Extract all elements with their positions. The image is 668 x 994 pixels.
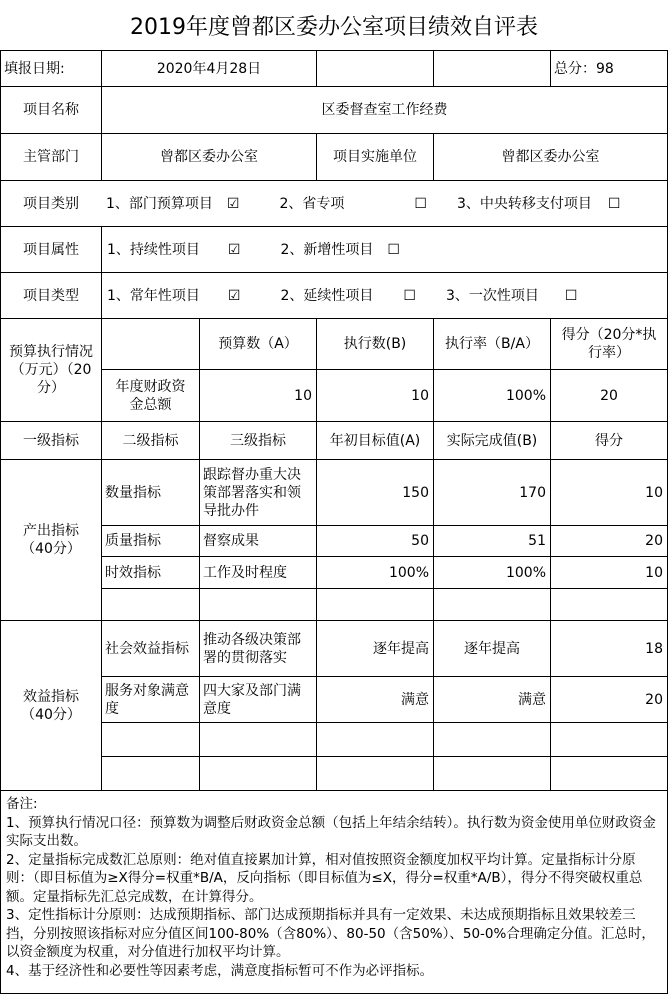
col-exec: 执行数(B)	[316, 318, 434, 370]
category-label: 项目类别	[0, 180, 102, 227]
output-row-level3: 工作及时程度	[199, 556, 317, 589]
benefit-row-actual: 逐年提高	[433, 620, 551, 677]
empty-cell	[550, 588, 668, 621]
exec-value: 10	[316, 369, 434, 422]
budget-value: 10	[199, 369, 317, 422]
output-row-target: 150	[316, 459, 434, 526]
fill-date-value: 2020年4月28日	[101, 50, 317, 87]
score-header: 得分	[550, 421, 668, 460]
type-label: 项目类型	[0, 272, 102, 319]
output-row-actual: 51	[433, 525, 551, 557]
benefit-row-level3: 四大家及部门满意度	[199, 676, 317, 723]
total-score: 总分：98	[550, 50, 668, 87]
empty-cell	[101, 756, 200, 791]
empty-cell	[433, 588, 551, 621]
empty-cell	[101, 318, 200, 370]
project-name-label: 项目名称	[0, 86, 102, 134]
note-item: 1、预算执行情况口径：预算数为调整后财政资金总额（包括上年结余结转）。执行数为资金使用单位财政资金实际支出数。	[6, 814, 656, 849]
type-opt1: 1、常年性项目	[107, 287, 200, 304]
benefit-row-level2: 社会效益指标	[101, 620, 200, 677]
output-row-score: 10	[550, 459, 668, 526]
dept-value: 曾都区委办公室	[101, 133, 317, 181]
category-options	[101, 180, 668, 227]
output-row-score: 10	[550, 556, 668, 589]
empty-cell	[101, 722, 200, 757]
empty-cell	[316, 722, 434, 757]
output-row-level3: 督察成果	[199, 525, 317, 557]
attribute-label: 项目属性	[0, 226, 102, 273]
category-opt3: 3、中央转移支付项目	[456, 195, 592, 212]
benefit-row-actual: 满意	[433, 676, 551, 723]
empty-cell	[199, 722, 317, 757]
benefit-row-level2: 服务对象满意度	[101, 676, 200, 723]
score-value: 20	[550, 369, 668, 422]
attribute-options	[101, 226, 668, 273]
output-row-level2: 数量指标	[101, 459, 200, 526]
benefit-row-target: 满意	[316, 676, 434, 723]
checkbox-empty-icon[interactable]: ☐	[403, 287, 416, 304]
category-opt2: 2、省专项	[279, 195, 345, 212]
output-row-level3: 跟踪督办重大决策部署落实和领导批办件	[199, 459, 317, 526]
empty-cell	[433, 756, 551, 791]
empty-cell	[101, 588, 200, 621]
level2-header: 二级指标	[101, 421, 200, 460]
empty-cell	[316, 756, 434, 791]
empty-cell	[199, 756, 317, 791]
type-opt3: 3、一次性项目	[445, 287, 539, 304]
type-options	[101, 272, 668, 319]
attribute-opt1: 1、持续性项目	[107, 241, 200, 258]
empty-cell	[433, 50, 551, 87]
note-item: 4、基于经济性和必要性等因素考虑，满意度指标暂可不作为必评指标。	[6, 962, 434, 979]
checkbox-checked-icon[interactable]: ☑	[227, 287, 241, 304]
notes-title: 备注:	[6, 796, 38, 812]
benefit-label: 效益指标（40分）	[0, 620, 102, 791]
benefit-row-level3: 推动各级决策部署的贯彻落实	[199, 620, 317, 677]
output-row-level2: 时效指标	[101, 556, 200, 589]
category-opt1: 1、部门预算项目	[106, 195, 213, 212]
output-row-target: 100%	[316, 556, 434, 589]
benefit-row-target: 逐年提高	[316, 620, 434, 677]
attribute-opt2: 2、新增性项目	[280, 241, 374, 258]
actual-header: 实际完成值(B)	[433, 421, 551, 460]
col-score: 得分（20分*执行率）	[550, 318, 668, 370]
empty-cell	[550, 722, 668, 757]
dept-label: 主管部门	[0, 133, 102, 181]
empty-cell	[316, 588, 434, 621]
checkbox-checked-icon[interactable]: ☑	[227, 241, 241, 258]
output-row-target: 50	[316, 525, 434, 557]
output-row-actual: 100%	[433, 556, 551, 589]
note-item: 3、定性指标计分原则：达成预期指标、部门达成预期指标并具有一定效果、未达成预期指标且效果较差三挡，分别按照该指标对应分值区间100-80%（含80%）、80-50（含50%）、50-0%合理确定分值。汇总时，以资金额度为权重，对分值进行加权平均计算。	[6, 907, 655, 960]
output-row-score: 20	[550, 525, 668, 557]
budget-label: 预算执行情况（万元）（20分）	[0, 318, 102, 422]
project-name-value: 区委督查室工作经费	[101, 86, 668, 134]
checkbox-empty-icon[interactable]: ☐	[414, 195, 427, 212]
checkbox-empty-icon[interactable]: ☐	[607, 195, 621, 212]
benefit-row-score: 18	[550, 620, 668, 677]
budget-row-label: 年度财政资金总额	[101, 369, 200, 422]
target-header: 年初目标值(A)	[316, 421, 434, 460]
impl-value: 曾都区委办公室	[433, 133, 668, 181]
page-title: 2019年度曾都区委办公室项目绩效自评表	[130, 14, 538, 40]
output-label: 产出指标（40分）	[0, 459, 102, 621]
empty-cell	[433, 722, 551, 757]
empty-cell	[550, 756, 668, 791]
col-rate: 执行率（B/A）	[433, 318, 551, 370]
note-item: 2、定量指标完成数汇总原则：绝对值直接累加计算，相对值按照资金额度加权平均计算。定量指标计分原则：（即目标值为≥X得分=权重*B/A，反向指标（即目标值为≤X，得分=权重*A/B），得分不得突破权重总额。定量指标先汇总完成数，在计算得分。	[6, 851, 643, 905]
output-row-level2: 质量指标	[101, 525, 200, 557]
rate-value: 100%	[433, 369, 551, 422]
checkbox-checked-icon[interactable]: ☑	[226, 195, 240, 212]
impl-label: 项目实施单位	[316, 133, 434, 181]
benefit-row-score: 20	[550, 676, 668, 723]
notes-section	[0, 790, 668, 994]
checkbox-empty-icon[interactable]: ☐	[387, 241, 400, 258]
output-row-actual: 170	[433, 459, 551, 526]
checkbox-empty-icon[interactable]: ☐	[564, 287, 578, 304]
level3-header: 三级指标	[199, 421, 317, 460]
col-budget: 预算数（A）	[199, 318, 317, 370]
type-opt2: 2、延续性项目	[280, 287, 374, 304]
empty-cell	[316, 50, 434, 87]
empty-cell	[199, 588, 317, 621]
fill-date-label: 填报日期:	[0, 50, 102, 87]
level1-header: 一级指标	[0, 421, 102, 460]
